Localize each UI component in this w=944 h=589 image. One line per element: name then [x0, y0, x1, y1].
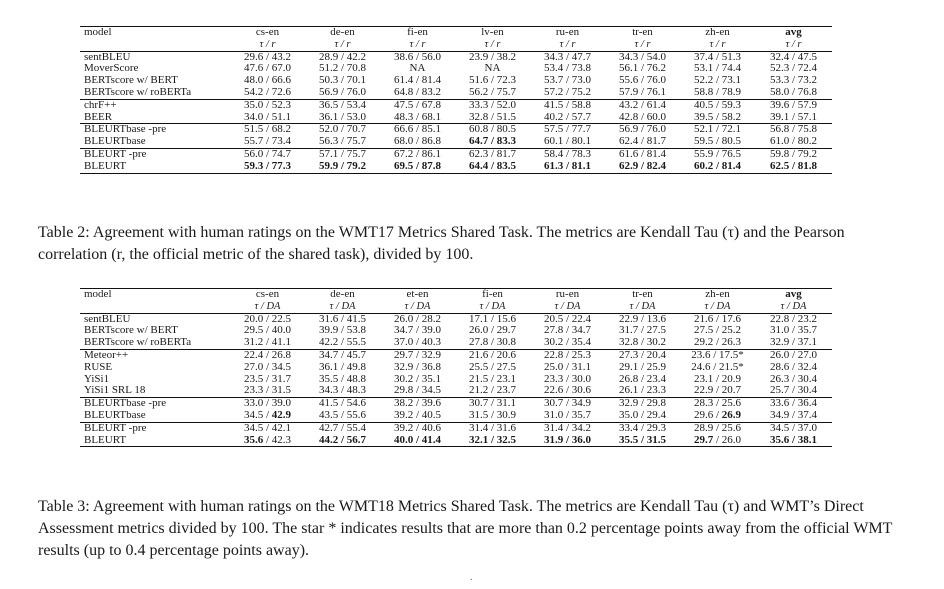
score-cell: 20.5 / 22.4: [530, 313, 605, 325]
model-name: sentBLEU: [80, 313, 230, 325]
score-cell: 57.9 / 76.1: [618, 86, 667, 98]
score-cell: 43.2 / 61.4: [605, 99, 680, 111]
model-name: YiSi1: [84, 373, 110, 385]
metric-label: τ / r: [259, 38, 276, 50]
score-cell: 51.6 / 72.3: [468, 75, 517, 87]
score-cell: 60.2 / 81.4: [680, 161, 755, 173]
score-cell: 31.5 / 30.9: [468, 409, 517, 421]
score-cell: 32.4 / 47.5: [755, 51, 832, 63]
score-cell: 35.0 / 29.4: [618, 409, 667, 421]
column-header: zh-en: [680, 27, 755, 39]
table-2-caption: Table 2: Agreement with human ratings on the WMT17 Metrics Shared Task. The metrics are Kendall Tau (τ) and the Pearson correlation (r, the official metric of the shared task), divided by 100.: [38, 224, 845, 263]
score-cell: 35.5 / 48.8: [318, 373, 367, 385]
score-cell: 55.7 / 73.4: [243, 136, 292, 148]
score-cell: 53.4 / 73.8: [543, 63, 592, 75]
column-header: fi-en: [380, 27, 455, 39]
score-cell: NA: [484, 63, 501, 75]
score-cell: 22.6 / 30.6: [543, 385, 592, 397]
score-cell: 34.3 / 47.7: [530, 51, 605, 63]
score-cell: 25.5 / 27.5: [468, 361, 517, 373]
score-cell: 34.0 / 51.1: [243, 111, 292, 123]
model-name: BEER: [84, 111, 113, 123]
score-cell: 56.0 / 74.7: [230, 148, 305, 160]
column-header: et-en: [380, 289, 455, 301]
score-cell: 23.5 / 31.7: [243, 373, 292, 385]
score-cell: 29.1 / 25.9: [618, 361, 667, 373]
score-cell: 47.5 / 67.8: [380, 99, 455, 111]
score-cell: 60.8 / 80.5: [455, 124, 530, 136]
score-cell: 61.0 / 80.2: [769, 136, 818, 148]
score-cell: 59.3 / 77.3: [230, 161, 305, 173]
metric-label: τ / DA: [629, 300, 656, 312]
score-cell: 34.3 / 54.0: [605, 51, 680, 63]
score-cell: 38.2 / 39.6: [380, 398, 455, 410]
table-row: [80, 161, 832, 173]
score-cell: 62.9 / 82.4: [605, 161, 680, 173]
score-cell: 58.8 / 78.9: [693, 86, 742, 98]
score-cell: 32.9 / 37.1: [769, 337, 818, 349]
score-cell: 29.5 / 40.0: [243, 325, 292, 337]
score-cell: 64.4 / 83.5: [455, 161, 530, 173]
empty-cell: [80, 39, 230, 51]
score-cell: 34.5 / 37.0: [755, 422, 832, 434]
score-cell: 34.5 / 42.9: [243, 409, 292, 421]
table-row: [80, 75, 832, 87]
metric-label: τ / DA: [479, 300, 506, 312]
score-cell: 26.0 / 29.7: [468, 325, 517, 337]
score-cell: 26.3 / 30.4: [769, 373, 818, 385]
metric-label: τ / r: [484, 38, 501, 50]
metric-label: τ / r: [634, 38, 651, 50]
score-cell: 21.2 / 23.7: [468, 385, 517, 397]
score-cell: 57.2 / 75.2: [543, 86, 592, 98]
column-header: tr-en: [605, 27, 680, 39]
column-header: de-en: [305, 289, 380, 301]
score-cell: 29.2 / 26.3: [693, 337, 742, 349]
table-row: [80, 112, 832, 124]
score-cell: 48.3 / 68.1: [393, 111, 442, 123]
score-cell: 22.9 / 13.6: [605, 313, 680, 325]
score-cell: 27.0 / 34.5: [243, 361, 292, 373]
model-name: Meteor++: [80, 349, 230, 361]
score-cell: 17.1 / 15.6: [455, 313, 530, 325]
column-header: avg: [755, 27, 832, 39]
score-cell: 42.7 / 55.4: [305, 422, 380, 434]
model-name: RUSE: [84, 361, 113, 373]
score-cell: 33.4 / 29.3: [605, 422, 680, 434]
score-cell: 34.7 / 39.0: [393, 325, 442, 337]
score-cell: 37.4 / 51.3: [680, 51, 755, 63]
score-cell: 42.2 / 55.5: [318, 337, 367, 349]
score-cell: 53.3 / 73.2: [769, 75, 818, 87]
score-cell: 64.7 / 83.3: [468, 136, 517, 148]
score-cell: 57.1 / 75.7: [305, 148, 380, 160]
table-row: [80, 374, 832, 386]
score-cell: 43.5 / 55.6: [318, 409, 367, 421]
score-cell: 30.2 / 35.1: [393, 373, 442, 385]
score-cell: 35.0 / 52.3: [230, 99, 305, 111]
score-cell: 37.0 / 40.3: [393, 337, 442, 349]
score-cell: 61.3 / 81.1: [530, 161, 605, 173]
header-row: [80, 27, 832, 39]
score-cell: 39.5 / 58.2: [693, 111, 742, 123]
table-row: [80, 398, 832, 410]
score-cell: 62.5 / 81.8: [755, 161, 832, 173]
score-cell: 50.3 / 70.1: [318, 75, 367, 87]
score-cell: 28.3 / 25.6: [680, 398, 755, 410]
score-cell: 55.9 / 76.5: [680, 148, 755, 160]
score-cell: 34.9 / 37.4: [769, 409, 818, 421]
model-name: BLEURTbase: [84, 409, 146, 421]
column-header: de-en: [305, 27, 380, 39]
score-cell: 58.4 / 78.3: [530, 148, 605, 160]
score-cell: 31.2 / 41.1: [243, 337, 292, 349]
score-cell: 62.3 / 81.7: [455, 148, 530, 160]
metric-label: τ / r: [334, 38, 351, 50]
score-cell: 23.9 / 38.2: [455, 51, 530, 63]
column-header: avg: [755, 289, 832, 301]
score-cell: 27.3 / 20.4: [605, 349, 680, 361]
empty-cell: [80, 301, 230, 313]
score-cell: 31.6 / 41.5: [305, 313, 380, 325]
score-cell: 32.9 / 36.8: [393, 361, 442, 373]
header-row: [80, 289, 832, 301]
score-cell: 40.0 / 41.4: [380, 435, 455, 447]
column-header: cs-en: [230, 27, 305, 39]
score-cell: 52.1 / 72.1: [680, 124, 755, 136]
table-row: [80, 87, 832, 99]
score-cell: 52.0 / 70.7: [305, 124, 380, 136]
score-cell: 36.5 / 53.4: [305, 99, 380, 111]
model-name: BLEURTbase -pre: [80, 398, 230, 410]
score-cell: 55.6 / 76.0: [618, 75, 667, 87]
score-cell: 52.2 / 73.1: [693, 75, 742, 87]
table-row: [80, 385, 832, 397]
table-3-caption: Table 3: Agreement with human ratings on the WMT18 Metrics Shared Task. The metrics are Kendall Tau (τ) and WMT’s Direct Assessment metrics divided by 100. The star * indicates results that are more than 0.2 percentage points away from the official WMT results (up to 0.4 percentage points away).: [38, 498, 893, 559]
metric-label: τ / r: [709, 38, 726, 50]
metric-label: τ / DA: [329, 300, 356, 312]
score-cell: 48.0 / 66.6: [243, 75, 292, 87]
table-row: [80, 63, 832, 75]
score-cell: 26.1 / 23.3: [618, 385, 667, 397]
score-cell: 28.9 / 42.2: [305, 51, 380, 63]
score-cell: 39.1 / 57.1: [769, 111, 818, 123]
model-name: BERTscore w/ BERT: [84, 75, 178, 87]
score-cell: 52.3 / 72.4: [769, 63, 818, 75]
score-cell: 27.5 / 25.2: [693, 325, 742, 337]
model-name: BLEURT: [80, 161, 230, 173]
score-cell: 31.4 / 31.6: [455, 422, 530, 434]
score-cell: 22.8 / 25.3: [530, 349, 605, 361]
score-cell: 23.6 / 17.5*: [680, 349, 755, 361]
score-cell: 35.6 / 38.1: [755, 435, 832, 447]
metric-label: τ / DA: [404, 300, 431, 312]
score-cell: 35.5 / 31.5: [605, 435, 680, 447]
score-cell: 59.8 / 79.2: [755, 148, 832, 160]
score-cell: 30.7 / 31.1: [455, 398, 530, 410]
score-cell: 23.3 / 31.5: [243, 385, 292, 397]
table-2: [80, 26, 832, 174]
model-name: BLEURTbase: [84, 136, 146, 148]
score-cell: 21.6 / 17.6: [680, 313, 755, 325]
model-name: BERTscore w/ BERT: [84, 325, 178, 337]
table-3: [80, 288, 832, 447]
score-cell: 53.7 / 73.0: [543, 75, 592, 87]
table-row: [80, 422, 832, 434]
column-header: zh-en: [680, 289, 755, 301]
score-cell: 41.5 / 54.6: [305, 398, 380, 410]
score-cell: 25.7 / 30.4: [769, 385, 818, 397]
score-cell: 22.9 / 20.7: [693, 385, 742, 397]
score-cell: 31.0 / 35.7: [543, 409, 592, 421]
score-cell: 32.8 / 30.2: [618, 337, 667, 349]
column-header: lv-en: [455, 27, 530, 39]
score-cell: 31.0 / 35.7: [769, 325, 818, 337]
score-cell: 22.8 / 23.2: [755, 313, 832, 325]
column-header: cs-en: [230, 289, 305, 301]
score-cell: 40.2 / 57.7: [543, 111, 592, 123]
score-cell: 56.3 / 75.7: [318, 136, 367, 148]
score-cell: 44.2 / 56.7: [305, 435, 380, 447]
score-cell: 41.5 / 58.8: [530, 99, 605, 111]
table-row: [80, 99, 832, 111]
score-cell: 32.1 / 32.5: [455, 435, 530, 447]
table-row: [80, 148, 832, 160]
score-cell: 39.9 / 53.8: [318, 325, 367, 337]
metric-label: τ / DA: [554, 300, 581, 312]
score-cell: 54.2 / 72.6: [243, 86, 292, 98]
score-cell: 56.8 / 75.8: [755, 124, 832, 136]
score-cell: 30.2 / 35.4: [543, 337, 592, 349]
score-cell: 39.2 / 40.6: [380, 422, 455, 434]
score-cell: 68.0 / 86.8: [393, 136, 442, 148]
score-cell: 20.0 / 22.5: [230, 313, 305, 325]
model-name: BLEURT: [80, 435, 230, 447]
table-row: [80, 136, 832, 148]
metric-label: τ / DA: [254, 300, 281, 312]
column-header: tr-en: [605, 289, 680, 301]
table-row: [80, 362, 832, 374]
score-cell: 23.1 / 20.9: [693, 373, 742, 385]
score-cell: 62.4 / 81.7: [618, 136, 667, 148]
score-cell: 29.7 / 32.9: [380, 349, 455, 361]
model-name: BERTscore w/ roBERTa: [84, 337, 192, 349]
table-row: [80, 313, 832, 325]
table-row: [80, 124, 832, 136]
metric-label: τ / DA: [704, 300, 731, 312]
score-cell: 21.5 / 23.1: [468, 373, 517, 385]
score-cell: 56.2 / 75.7: [468, 86, 517, 98]
column-header: fi-en: [455, 289, 530, 301]
model-name: BLEURTbase -pre: [80, 124, 230, 136]
score-cell: 58.0 / 76.8: [769, 86, 818, 98]
score-cell: 29.6 / 43.2: [230, 51, 305, 63]
score-cell: 33.6 / 36.4: [755, 398, 832, 410]
score-cell: 53.1 / 74.4: [693, 63, 742, 75]
table-row: [80, 410, 832, 422]
score-cell: 31.4 / 34.2: [530, 422, 605, 434]
table-row: [80, 51, 832, 63]
model-name: YiSi1 SRL 18: [84, 385, 146, 397]
column-header: model: [80, 27, 230, 39]
table-row: [80, 337, 832, 349]
score-cell: 39.6 / 57.9: [755, 99, 832, 111]
score-cell: 25.0 / 31.1: [543, 361, 592, 373]
score-cell: 61.6 / 81.4: [605, 148, 680, 160]
score-cell: 56.9 / 76.0: [318, 86, 367, 98]
score-cell: 26.0 / 27.0: [755, 349, 832, 361]
table-row: [80, 435, 832, 447]
metric-label: τ / r: [559, 38, 576, 50]
model-name: chrF++: [80, 99, 230, 111]
score-cell: 59.5 / 80.5: [693, 136, 742, 148]
score-cell: 32.9 / 29.8: [605, 398, 680, 410]
score-cell: 59.9 / 79.2: [305, 161, 380, 173]
score-cell: 36.1 / 49.8: [318, 361, 367, 373]
metric-row: [80, 39, 832, 51]
score-cell: 23.3 / 30.0: [543, 373, 592, 385]
score-cell: 29.7 / 26.0: [680, 435, 755, 447]
score-cell: 21.6 / 20.6: [455, 349, 530, 361]
score-cell: 24.6 / 21.5*: [691, 361, 744, 373]
score-cell: 34.3 / 48.3: [318, 385, 367, 397]
score-cell: 30.7 / 34.9: [530, 398, 605, 410]
score-cell: 31.7 / 27.5: [618, 325, 667, 337]
score-cell: 33.0 / 39.0: [230, 398, 305, 410]
score-cell: 57.5 / 77.7: [530, 124, 605, 136]
score-cell: 34.7 / 45.7: [305, 349, 380, 361]
score-cell: NA: [409, 63, 426, 75]
metric-label: τ / r: [409, 38, 426, 50]
column-header: model: [80, 289, 230, 301]
score-cell: 26.8 / 23.4: [618, 373, 667, 385]
page-mark: .: [470, 572, 473, 583]
score-cell: 36.1 / 53.0: [318, 111, 367, 123]
score-cell: 56.9 / 76.0: [605, 124, 680, 136]
score-cell: 42.8 / 60.0: [618, 111, 667, 123]
score-cell: 64.8 / 83.2: [393, 86, 442, 98]
score-cell: 40.5 / 59.3: [680, 99, 755, 111]
column-header: ru-en: [530, 289, 605, 301]
score-cell: 27.8 / 30.8: [468, 337, 517, 349]
score-cell: 51.5 / 68.2: [230, 124, 305, 136]
metric-label: τ / DA: [780, 300, 807, 312]
column-header: ru-en: [530, 27, 605, 39]
score-cell: 67.2 / 86.1: [380, 148, 455, 160]
score-cell: 26.0 / 28.2: [380, 313, 455, 325]
model-name: BLEURT -pre: [80, 148, 230, 160]
score-cell: 47.6 / 67.0: [243, 63, 292, 75]
score-cell: 34.5 / 42.1: [230, 422, 305, 434]
score-cell: 27.8 / 34.7: [543, 325, 592, 337]
score-cell: 66.6 / 85.1: [380, 124, 455, 136]
model-name: sentBLEU: [80, 51, 230, 63]
score-cell: 28.9 / 25.6: [680, 422, 755, 434]
score-cell: 29.8 / 34.5: [393, 385, 442, 397]
score-cell: 38.6 / 56.0: [380, 51, 455, 63]
score-cell: 69.5 / 87.8: [380, 161, 455, 173]
score-cell: 35.6 / 42.3: [230, 435, 305, 447]
score-cell: 39.2 / 40.5: [393, 409, 442, 421]
model-name: BLEURT -pre: [80, 422, 230, 434]
score-cell: 31.9 / 36.0: [530, 435, 605, 447]
score-cell: 56.1 / 76.2: [618, 63, 667, 75]
metric-label: τ / r: [785, 38, 802, 50]
score-cell: 33.3 / 52.0: [455, 99, 530, 111]
score-cell: 28.6 / 32.4: [769, 361, 818, 373]
score-cell: 61.4 / 81.4: [393, 75, 442, 87]
score-cell: 29.6 / 26.9: [693, 409, 742, 421]
table-row: [80, 349, 832, 361]
score-cell: 32.8 / 51.5: [468, 111, 517, 123]
model-name: MoverScore: [84, 63, 139, 75]
table-row: [80, 325, 832, 337]
score-cell: 60.1 / 80.1: [543, 136, 592, 148]
metric-row: [80, 301, 832, 313]
model-name: BERTscore w/ roBERTa: [84, 86, 192, 98]
score-cell: 22.4 / 26.8: [230, 349, 305, 361]
score-cell: 51.2 / 70.8: [318, 63, 367, 75]
